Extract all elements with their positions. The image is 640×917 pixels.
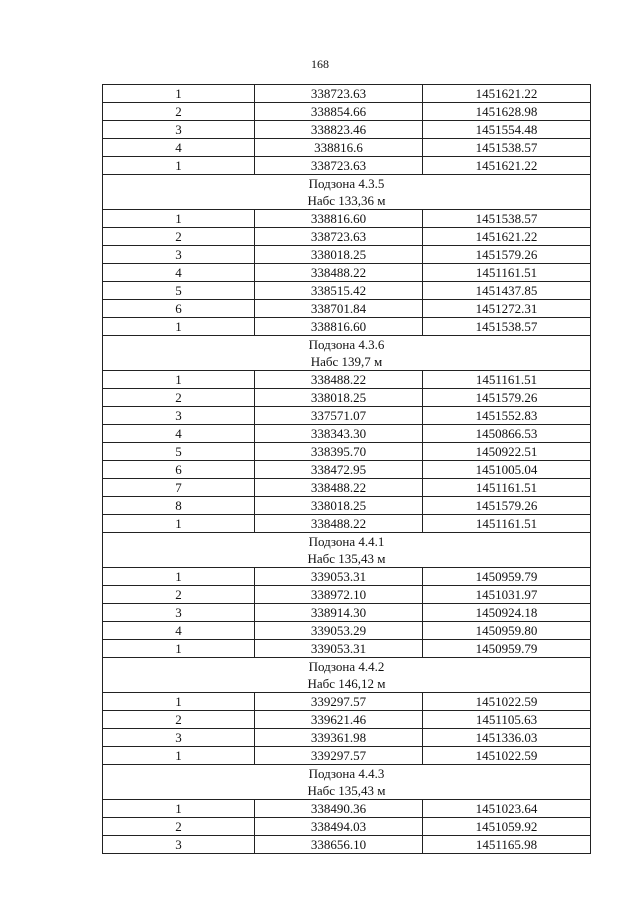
- x-coordinate-cell: 338343.30: [255, 425, 423, 443]
- point-number-cell: 3: [103, 836, 255, 854]
- page-number: 168: [311, 57, 329, 71]
- y-coordinate-cell: 1451538.57: [423, 139, 591, 157]
- x-coordinate-cell: 338472.95: [255, 461, 423, 479]
- table-row: [103, 121, 591, 139]
- y-coordinate-cell: 1451161.51: [423, 479, 591, 497]
- table-row: [103, 425, 591, 443]
- y-coordinate-cell: 1450959.79: [423, 568, 591, 586]
- x-coordinate-cell: 338488.22: [255, 479, 423, 497]
- point-number-cell: 4: [103, 139, 255, 157]
- coordinates-table-body: [103, 85, 591, 854]
- subzone-title: Подзона 4.3.6: [308, 337, 385, 352]
- point-number-cell: 1: [103, 693, 255, 711]
- point-number-cell: 2: [103, 228, 255, 246]
- y-coordinate-cell: 1451161.51: [423, 264, 591, 282]
- x-coordinate-cell: 338816.6: [255, 139, 423, 157]
- y-coordinate-cell: 1450866.53: [423, 425, 591, 443]
- point-number-cell: 2: [103, 389, 255, 407]
- point-number-cell: 4: [103, 425, 255, 443]
- x-coordinate-cell: 338972.10: [255, 586, 423, 604]
- point-number-cell: 1: [103, 157, 255, 175]
- point-number-cell: 3: [103, 121, 255, 139]
- x-coordinate-cell: 338488.22: [255, 371, 423, 389]
- x-coordinate-cell: 338494.03: [255, 818, 423, 836]
- y-coordinate-cell: 1451059.92: [423, 818, 591, 836]
- table-row: [103, 103, 591, 121]
- point-number-cell: 8: [103, 497, 255, 515]
- table-row: [103, 586, 591, 604]
- table-row: [103, 622, 591, 640]
- y-coordinate-cell: 1451161.51: [423, 371, 591, 389]
- x-coordinate-cell: 338018.25: [255, 497, 423, 515]
- subzone-header-row: [103, 336, 591, 371]
- y-coordinate-cell: 1451538.57: [423, 210, 591, 228]
- table-row: [103, 747, 591, 765]
- x-coordinate-cell: 338018.25: [255, 389, 423, 407]
- y-coordinate-cell: 1451579.26: [423, 497, 591, 515]
- table-row: [103, 818, 591, 836]
- y-coordinate-cell: 1451538.57: [423, 318, 591, 336]
- subzone-header: [103, 175, 591, 210]
- table-row: [103, 729, 591, 747]
- point-number-cell: 1: [103, 747, 255, 765]
- subzone-height: Набс 139,7 м: [310, 354, 383, 369]
- table-row: [103, 693, 591, 711]
- x-coordinate-cell: 338490.36: [255, 800, 423, 818]
- x-coordinate-cell: 338854.66: [255, 103, 423, 121]
- subzone-height: Набс 146,12 м: [307, 676, 386, 691]
- y-coordinate-cell: 1450959.79: [423, 640, 591, 658]
- point-number-cell: 3: [103, 407, 255, 425]
- y-coordinate-cell: 1451621.22: [423, 157, 591, 175]
- subzone-header-row: [103, 533, 591, 568]
- table-row: [103, 443, 591, 461]
- x-coordinate-cell: 338723.63: [255, 157, 423, 175]
- x-coordinate-cell: 339053.31: [255, 640, 423, 658]
- y-coordinate-cell: 1451165.98: [423, 836, 591, 854]
- y-coordinate-cell: 1451579.26: [423, 246, 591, 264]
- coordinates-table: [102, 84, 591, 854]
- x-coordinate-cell: 338395.70: [255, 443, 423, 461]
- subzone-header-row: [103, 175, 591, 210]
- subzone-title: Подзона 4.4.1: [308, 534, 385, 549]
- table-row: [103, 139, 591, 157]
- table-row: [103, 389, 591, 407]
- point-number-cell: 1: [103, 800, 255, 818]
- subzone-height: Набс 135,43 м: [307, 783, 386, 798]
- point-number-cell: 2: [103, 586, 255, 604]
- table-row: [103, 318, 591, 336]
- y-coordinate-cell: 1450959.80: [423, 622, 591, 640]
- subzone-header-row: [103, 658, 591, 693]
- table-row: [103, 604, 591, 622]
- x-coordinate-cell: 337571.07: [255, 407, 423, 425]
- table-row: [103, 800, 591, 818]
- x-coordinate-cell: 338723.63: [255, 85, 423, 103]
- x-coordinate-cell: 338488.22: [255, 264, 423, 282]
- x-coordinate-cell: 338488.22: [255, 515, 423, 533]
- point-number-cell: 1: [103, 568, 255, 586]
- point-number-cell: 2: [103, 103, 255, 121]
- subzone-header: [103, 336, 591, 371]
- subzone-header-row: [103, 765, 591, 800]
- x-coordinate-cell: 338515.42: [255, 282, 423, 300]
- y-coordinate-cell: 1451579.26: [423, 389, 591, 407]
- point-number-cell: 6: [103, 461, 255, 479]
- y-coordinate-cell: 1450924.18: [423, 604, 591, 622]
- subzone-header: [103, 533, 591, 568]
- x-coordinate-cell: 339053.29: [255, 622, 423, 640]
- y-coordinate-cell: 1451437.85: [423, 282, 591, 300]
- subzone-title: Подзона 4.3.5: [308, 176, 385, 191]
- x-coordinate-cell: 338701.84: [255, 300, 423, 318]
- subzone-title: Подзона 4.4.2: [308, 659, 385, 674]
- point-number-cell: 5: [103, 282, 255, 300]
- point-number-cell: 1: [103, 515, 255, 533]
- y-coordinate-cell: 1451022.59: [423, 693, 591, 711]
- table-row: [103, 836, 591, 854]
- table-row: [103, 210, 591, 228]
- y-coordinate-cell: 1451031.97: [423, 586, 591, 604]
- y-coordinate-cell: 1451628.98: [423, 103, 591, 121]
- point-number-cell: 7: [103, 479, 255, 497]
- table-row: [103, 300, 591, 318]
- subzone-height: Набс 133,36 м: [307, 193, 386, 208]
- x-coordinate-cell: 338723.63: [255, 228, 423, 246]
- point-number-cell: 3: [103, 729, 255, 747]
- y-coordinate-cell: 1451005.04: [423, 461, 591, 479]
- table-row: [103, 246, 591, 264]
- point-number-cell: 1: [103, 371, 255, 389]
- x-coordinate-cell: 338823.46: [255, 121, 423, 139]
- y-coordinate-cell: 1451621.22: [423, 85, 591, 103]
- point-number-cell: 2: [103, 818, 255, 836]
- table-row: [103, 264, 591, 282]
- table-row: [103, 157, 591, 175]
- table-row: [103, 479, 591, 497]
- y-coordinate-cell: 1450922.51: [423, 443, 591, 461]
- x-coordinate-cell: 339361.98: [255, 729, 423, 747]
- y-coordinate-cell: 1451022.59: [423, 747, 591, 765]
- table-row: [103, 515, 591, 533]
- table-row: [103, 371, 591, 389]
- table-row: [103, 282, 591, 300]
- table-row: [103, 497, 591, 515]
- subzone-header: [103, 658, 591, 693]
- y-coordinate-cell: 1451023.64: [423, 800, 591, 818]
- x-coordinate-cell: 338816.60: [255, 210, 423, 228]
- point-number-cell: 5: [103, 443, 255, 461]
- point-number-cell: 1: [103, 210, 255, 228]
- table-row: [103, 407, 591, 425]
- y-coordinate-cell: 1451161.51: [423, 515, 591, 533]
- point-number-cell: 4: [103, 622, 255, 640]
- table-row: [103, 228, 591, 246]
- point-number-cell: 2: [103, 711, 255, 729]
- x-coordinate-cell: 339053.31: [255, 568, 423, 586]
- x-coordinate-cell: 339297.57: [255, 747, 423, 765]
- table-row: [103, 568, 591, 586]
- point-number-cell: 4: [103, 264, 255, 282]
- y-coordinate-cell: 1451554.48: [423, 121, 591, 139]
- y-coordinate-cell: 1451552.83: [423, 407, 591, 425]
- x-coordinate-cell: 338816.60: [255, 318, 423, 336]
- y-coordinate-cell: 1451105.63: [423, 711, 591, 729]
- y-coordinate-cell: 1451621.22: [423, 228, 591, 246]
- table-row: [103, 640, 591, 658]
- subzone-height: Набс 135,43 м: [307, 551, 386, 566]
- x-coordinate-cell: 338914.30: [255, 604, 423, 622]
- point-number-cell: 1: [103, 318, 255, 336]
- point-number-cell: 6: [103, 300, 255, 318]
- table-row: [103, 711, 591, 729]
- point-number-cell: 1: [103, 640, 255, 658]
- x-coordinate-cell: 339621.46: [255, 711, 423, 729]
- point-number-cell: 3: [103, 604, 255, 622]
- y-coordinate-cell: 1451336.03: [423, 729, 591, 747]
- y-coordinate-cell: 1451272.31: [423, 300, 591, 318]
- x-coordinate-cell: 338018.25: [255, 246, 423, 264]
- point-number-cell: 3: [103, 246, 255, 264]
- table-row: [103, 461, 591, 479]
- subzone-header: [103, 765, 591, 800]
- x-coordinate-cell: 339297.57: [255, 693, 423, 711]
- subzone-title: Подзона 4.4.3: [308, 766, 385, 781]
- table-row: [103, 85, 591, 103]
- point-number-cell: 1: [103, 85, 255, 103]
- x-coordinate-cell: 338656.10: [255, 836, 423, 854]
